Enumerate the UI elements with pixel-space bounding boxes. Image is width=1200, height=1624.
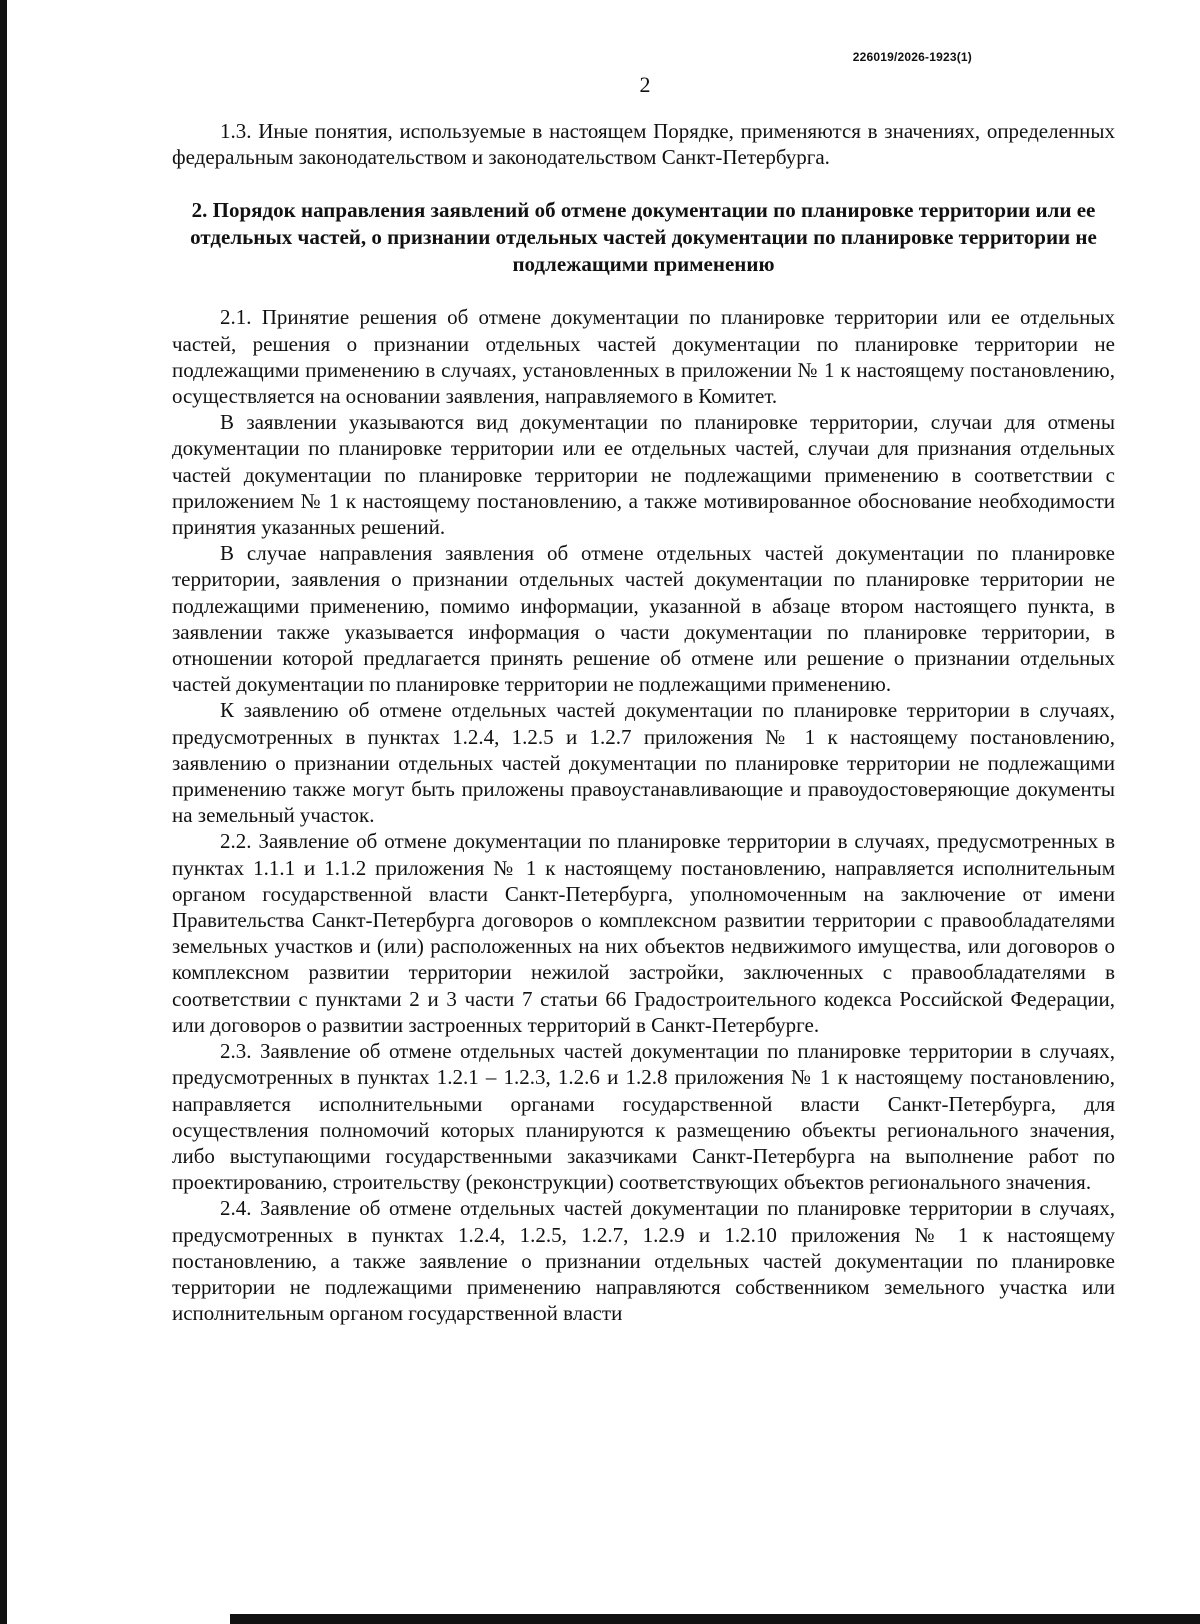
paragraph-2-1-second: В заявлении указываются вид документации по планировке территории, случаи для отмены документации по планировке территории или ее отдельных частей, случаи для признания отдельных частей документации по планировке территории не подлежащими применению в соответствии с приложением № 1 к настоящему постановлению, а также мотивированное обоснование необходимости принятия указанных решений. — [172, 410, 1115, 540]
paragraph-1-3: 1.3. Иные понятия, используемые в настоящем Порядке, применяются в значениях, определенных федеральным законодательством и законодательством Санкт-Петербурга. — [172, 119, 1115, 170]
scan-left-edge — [0, 0, 7, 1624]
paragraph-2-1: 2.1. Принятие решения об отмене документации по планировке территории или ее отдельных частей, решения о признании отдельных частей документации по планировке территории не подлежащими применению в случаях, установленных в приложении № 1 к настоящему постановлению, осуществляется на основании заявления, направляемого в Комитет. — [172, 305, 1115, 409]
paragraph-2-1-third: В случае направления заявления об отмене отдельных частей документации по планировке территории, заявления о признании отдельных частей документации по планировке территории не подлежащими применению, помимо информации, указанной в абзаце втором настоящего пункта, в заявлении также указывается информация о части документации по планировке территории, в отношении которой предлагается принять решение об отмене или решение о признании отдельных частей документации по планировке территории не подлежащими применению. — [172, 541, 1115, 697]
paragraph-2-4: 2.4. Заявление об отмене отдельных частей документации по планировке территории в случаях, предусмотренных в пунктах 1.2.4, 1.2.5, 1.2.7, 1.2.9 и 1.2.10 приложения № 1 к настоящему постановлению, а также заявление о признании отдельных частей документации по планировке территории не подлежащими применению направляются собственником земельного участка или исполнительным органом государственной власти — [172, 1196, 1115, 1326]
document-number: 226019/2026-1923(1) — [852, 50, 972, 64]
page-number: 2 — [639, 72, 651, 97]
document-body — [172, 118, 1115, 1326]
paragraph-2-2: 2.2. Заявление об отмене документации по планировке территории в случаях, предусмотренных в пунктах 1.1.1 и 1.1.2 приложения № 1 к настоящему постановлению, направляется исполнительным органом государственной власти Санкт-Петербурга, уполномоченным на заключение от имени Правительства Санкт-Петербурга договоров о комплексном развитии территории с правообладателями земельных участков и (или) расположенных на них объектов недвижимого имущества, или договоров о комплексном развитии территории нежилой застройки, заключенных с правообладателями в соответствии с пунктами 2 и 3 части 7 статьи 66 Градостроительного кодекса Российской Федерации, или договоров о развитии застроенных территорий в Санкт-Петербурге. — [172, 829, 1115, 1037]
paragraph-2-3: 2.3. Заявление об отмене отдельных частей документации по планировке территории в случаях, предусмотренных в пунктах 1.2.1 – 1.2.3, 1.2.6 и 1.2.8 приложения № 1 к настоящему постановлению, направляется исполнительными органами государственной власти Санкт-Петербурга, для осуществления полномочий которых планируются к размещению объекты регионального значения, либо выступающими государственными заказчиками Санкт-Петербурга на выполнение работ по проектированию, строительству (реконструкции) соответствующих объектов регионального значения. — [172, 1039, 1115, 1195]
scan-bottom-edge — [230, 1614, 1200, 1624]
section-2-heading: 2. Порядок направления заявлений об отмене документации по планировке территории или ее отдельных частей, о признании отдельных частей документации по планировке территории не подлежащими применению — [190, 198, 1097, 277]
paragraph-2-1-fourth: К заявлению об отмене отдельных частей документации по планировке территории в случаях, предусмотренных в пунктах 1.2.4, 1.2.5 и 1.2.7 приложения № 1 к настоящему постановлению, заявлению о признании отдельных частей документации по планировке территории не подлежащими применению также могут быть приложены правоустанавливающие и правоудостоверяющие документы на земельный участок. — [172, 698, 1115, 828]
